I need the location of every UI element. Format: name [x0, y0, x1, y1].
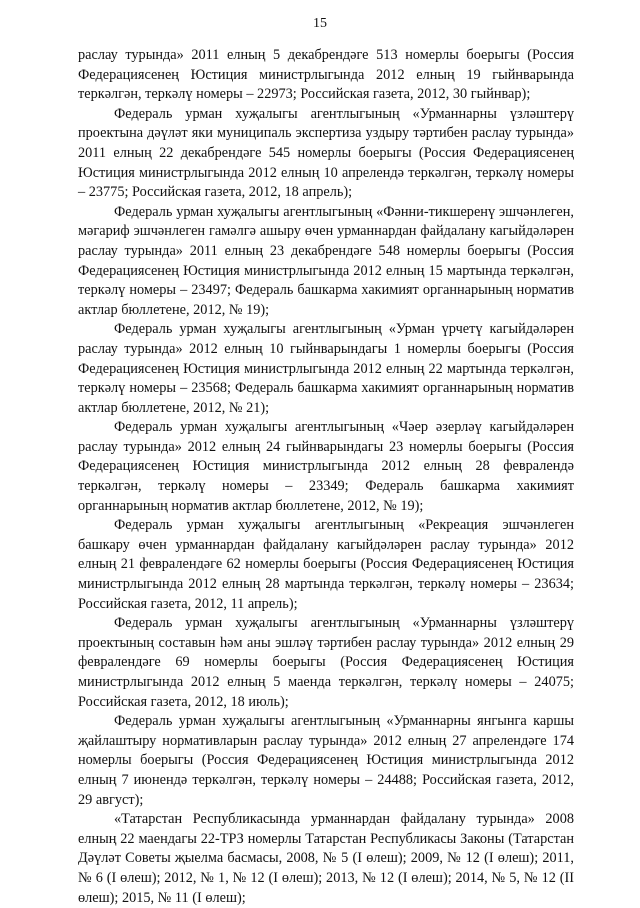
paragraph-5: Федераль урман хуҗалыгы агентлыгының «Чәер әзерләү кагыйдәләрен раслау турында» 2012 елның 24 гыйнварындагы 23 номерлы боерыгы (Россия Федерациясенең Юстиция министрлыгында 2012 елның 28 февралендә теркәлгән, теркәлү номеры – 23349; Федераль башкарма хакимият органнарының норматив актлар бюллетене, 2012, № 19); — [78, 419, 574, 514]
paragraph-7: Федераль урман хуҗалыгы агентлыгының «Урманнарны үзләштерү проектының составын һәм аны эшләү тәртибен раслау турында» 2012 елның 29 февралендәге 69 номерлы боерыгы (Россия Федерациясенең Юстиция министрлыгында 2012 елның 5 маенда теркәлгән, теркәлү номеры – 24075; Российская газета, 2012, 18 июль); — [78, 615, 574, 710]
paragraph-2: Федераль урман хуҗалыгы агентлыгының «Урманнарны үзләштерү проектына дәүләт яки муниципаль экспертиза уздыру тәртибен раслау турында» 2011 елның 22 декабрендәге 545 номерлы боерыгы (Россия Федерациясенең Юстиция министрлыгында 2012 елның 10 апрелендә теркәлгән, теркәлү номеры – 23775; Российская газета, 2012, 18 апрель); — [78, 105, 574, 201]
paragraph-9: «Татарстан Республикасында урманнардан файдалану турында» 2008 елның 22 маендагы 22-ТРЗ номерлы Татарстан Республикасы Законы (Татарстан Дәүләт Советы җыелма басмасы, 2008, № 5 (I өлеш); 2009, № 12 (I өлеш); 2011, № 6 (I өлеш); 2012, № 1, № 12 (I өлеш); 2013, № 12 (I өлеш); 2014, № 5, № 12 (II өлеш); 2015, № 11 (I өлеш); — [78, 811, 574, 906]
document-body — [78, 46, 574, 908]
paragraph-8: Федераль урман хуҗалыгы агентлыгының «Урманнарны янгынга каршы җайлаштыру нормативларын раслау турында» 2012 елның 27 апрелендәге 174 номерлы боерыгы (Россия Федерациясенең Юстиция министрлыгында 2012 елның 7 июнендә теркәлгән, теркәлү номеры – 24488; Российская газета, 2012, 29 август); — [78, 713, 574, 808]
paragraph-3: Федераль урман хуҗалыгы агентлыгының «Фәнни-тикшеренү эшчәнлеген, мәгариф эшчәнлеген гамәлгә ашыру өчен урманнардан файдалану кагыйдәләрен раслау турында» 2011 елның 23 декабрендәге 548 номерлы боерыгы (Россия Федерациясенең Юстиция министрлыгында 2012 елның 15 мартында теркәлгән, теркәлү номеры – 23497; Федераль башкарма хакимият органнарының норматив актлар бюллетене, 2012, № 19); — [78, 203, 574, 318]
paragraph-6: Федераль урман хуҗалыгы агентлыгының «Рекреация эшчәнлеген башкару өчен урманнардан файдалану кагыйдәләрен раслау турында» 2012 елның 21 февралендәге 62 номерлы боерыгы (Россия Федерациясенең Юстиция министрлыгында 2012 елның 28 мартында теркәлгән, теркәлү номеры – 23634; Российская газета, 2012, 11 апрель); — [78, 517, 574, 612]
paragraph-4: Федераль урман хуҗалыгы агентлыгының «Урман үрчетү кагыйдәләрен раслау турында» 2012 елның 10 гыйнварындагы 1 номерлы боерыгы (Россия Федерациясенең Юстиция министрлыгында 2012 елның 22 мартында теркәлгән, теркәлү номеры – 23568; Федераль башкарма хакимият органнарының норматив актлар бюллетене, 2012, № 21); — [78, 321, 574, 416]
page-number: 15 — [313, 16, 327, 31]
paragraph-1: раслау турында» 2011 елның 5 декабрендәге 513 номерлы боерыгы (Россия Федерациясенең Юстиция министрлыгында 2012 елның 19 гыйнварында теркәлгән, теркәлү номеры – 22973; Российская газета, 2012, 30 гыйнвар); — [78, 47, 574, 103]
